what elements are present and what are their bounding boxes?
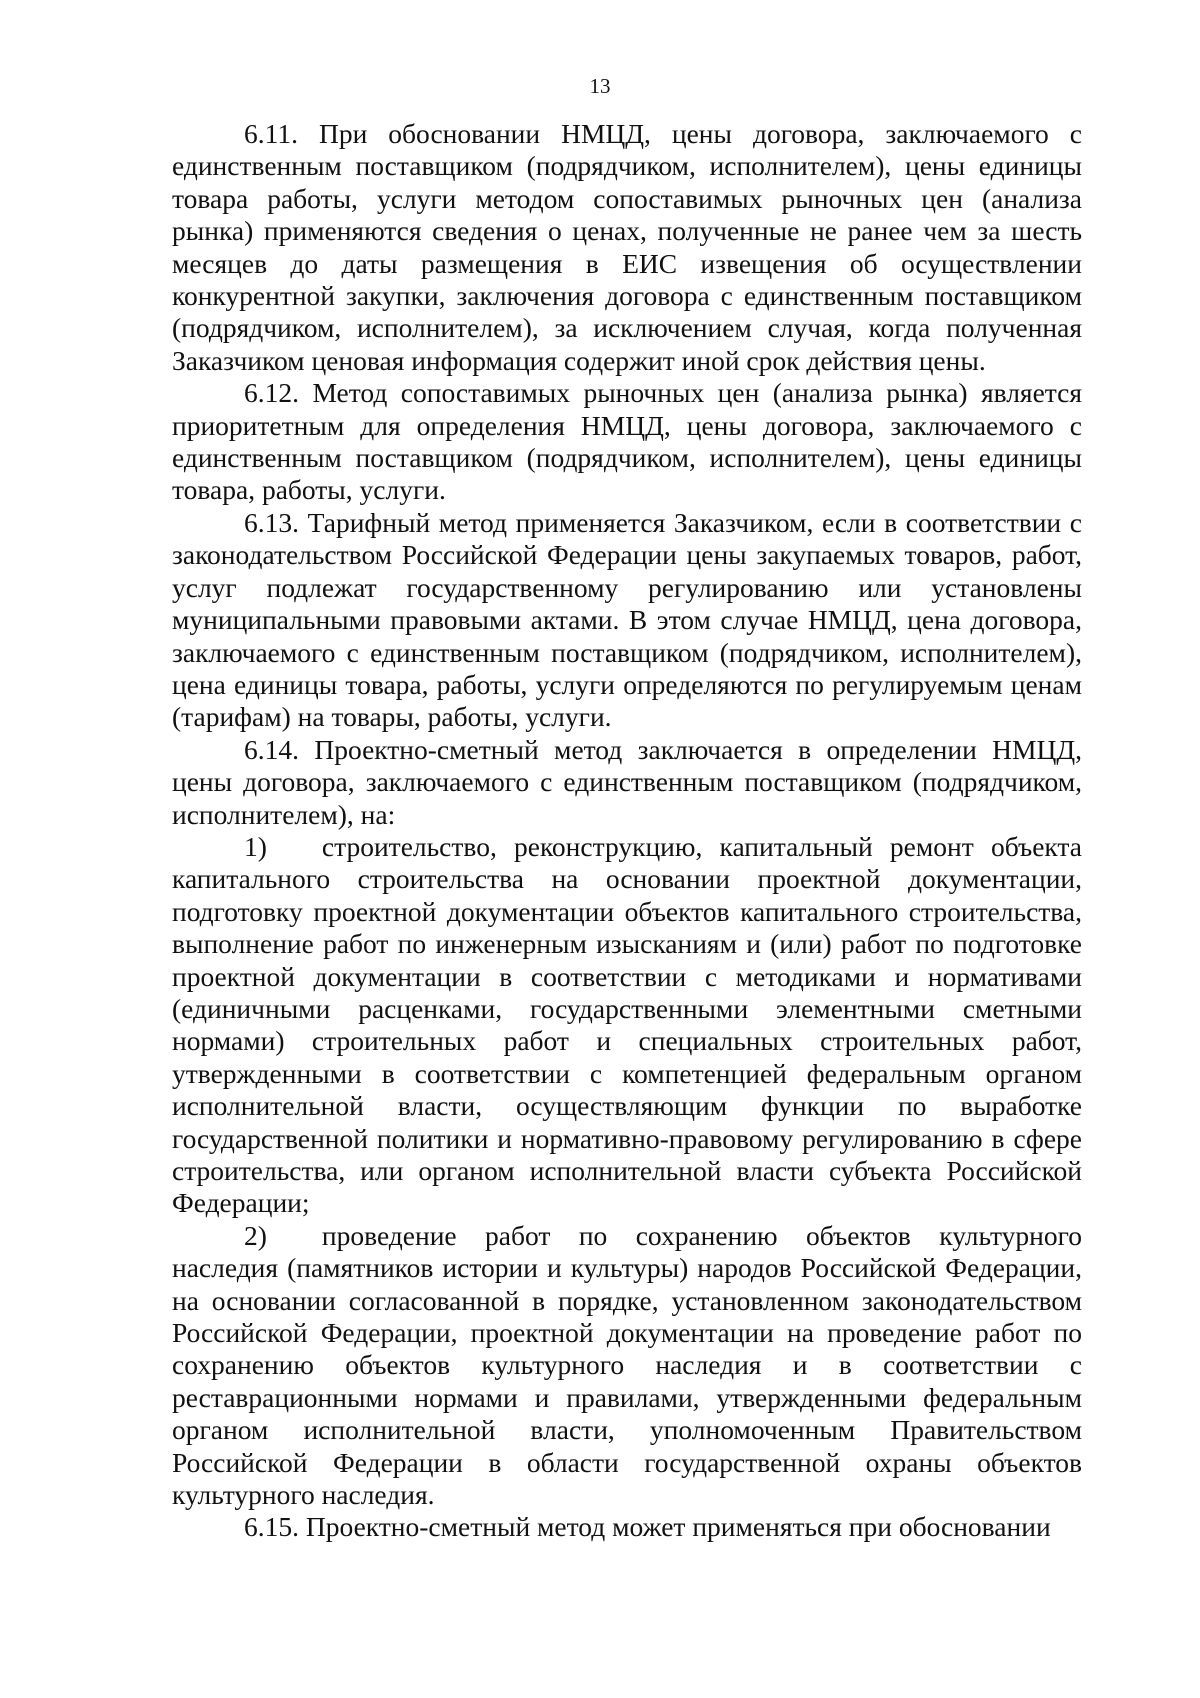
paragraph-6-15: 6.15. Проектно-сметный метод может применяться при обосновании	[244, 1511, 1051, 1543]
page-number: 13	[589, 74, 611, 98]
list-item-2: 2) проведение работ по сохранению объектов культурного наследия (памятников истории и культуры) народов Российской Федерации, на основании согласованной в порядке, установленном законодательством Российской Федерации, проектной документации на проведение работ по сохранению объектов культурного наследия и в соответствии с реставрационными нормами и правилами, утвержденными федеральным органом исполнительной власти, уполномоченным Правительством Российской Федерации в области государственной охраны объектов культурного наследия.	[172, 1219, 1082, 1511]
list-item-1: 1) строительство, реконструкцию, капитальный ремонт объекта капитального строительства на основании проектной документации, подготовку проектной документации объектов капитального строительства, выполнение работ по инженерным изысканиям и (или) работ по подготовке проектной документации в соответствии с методиками и нормативами (единичными расценками, государственными элементными сметными нормами) строительных работ и специальных строительных работ, утвержденными в соответствии с компетенцией федеральным органом исполнительной власти, осуществляющим функции по выработке государственной политики и нормативно-правовому регулированию в сфере строительства, или органом исполнительной власти субъекта Российской Федерации;	[172, 830, 1082, 1219]
paragraph-6-13: 6.13. Тарифный метод применяется Заказчиком, если в соответствии с законодательством Российской Федерации цены закупаемых товаров, работ, услуг подлежат государственному регулированию или установлены муниципальными правовыми актами. В этом случае НМЦД, цена договора, заключаемого с единственным поставщиком (подрядчиком, исполнителем), цена единицы товара, работы, услуги определяются по регулируемым ценам (тарифам) на товары, работы, услуги.	[172, 506, 1082, 733]
paragraph-6-12: 6.12. Метод сопоставимых рыночных цен (анализа рынка) является приоритетным для определения НМЦД, цены договора, заключаемого с единственным поставщиком (подрядчиком, исполнителем), цены единицы товара, работы, услуги.	[172, 377, 1082, 506]
document-body	[172, 118, 1082, 1544]
paragraph-6-11: 6.11. При обосновании НМЦД, цены договора, заключаемого с единственным поставщиком (подрядчиком, исполнителем), цены единицы товара работы, услуги методом сопоставимых рыночных цен (анализа рынка) применяются сведения о ценах, полученные не ранее чем за шесть месяцев до даты размещения в ЕИС извещения об осуществлении конкурентной закупки, заключения договора с единственным поставщиком (подрядчиком, исполнителем), за исключением случая, когда полученная Заказчиком ценовая информация содержит иной срок действия цены.	[172, 118, 1082, 376]
paragraph-6-14: 6.14. Проектно-сметный метод заключается в определении НМЦД, цены договора, заключаемого с единственным поставщиком (подрядчиком, исполнителем), на:	[172, 733, 1082, 830]
